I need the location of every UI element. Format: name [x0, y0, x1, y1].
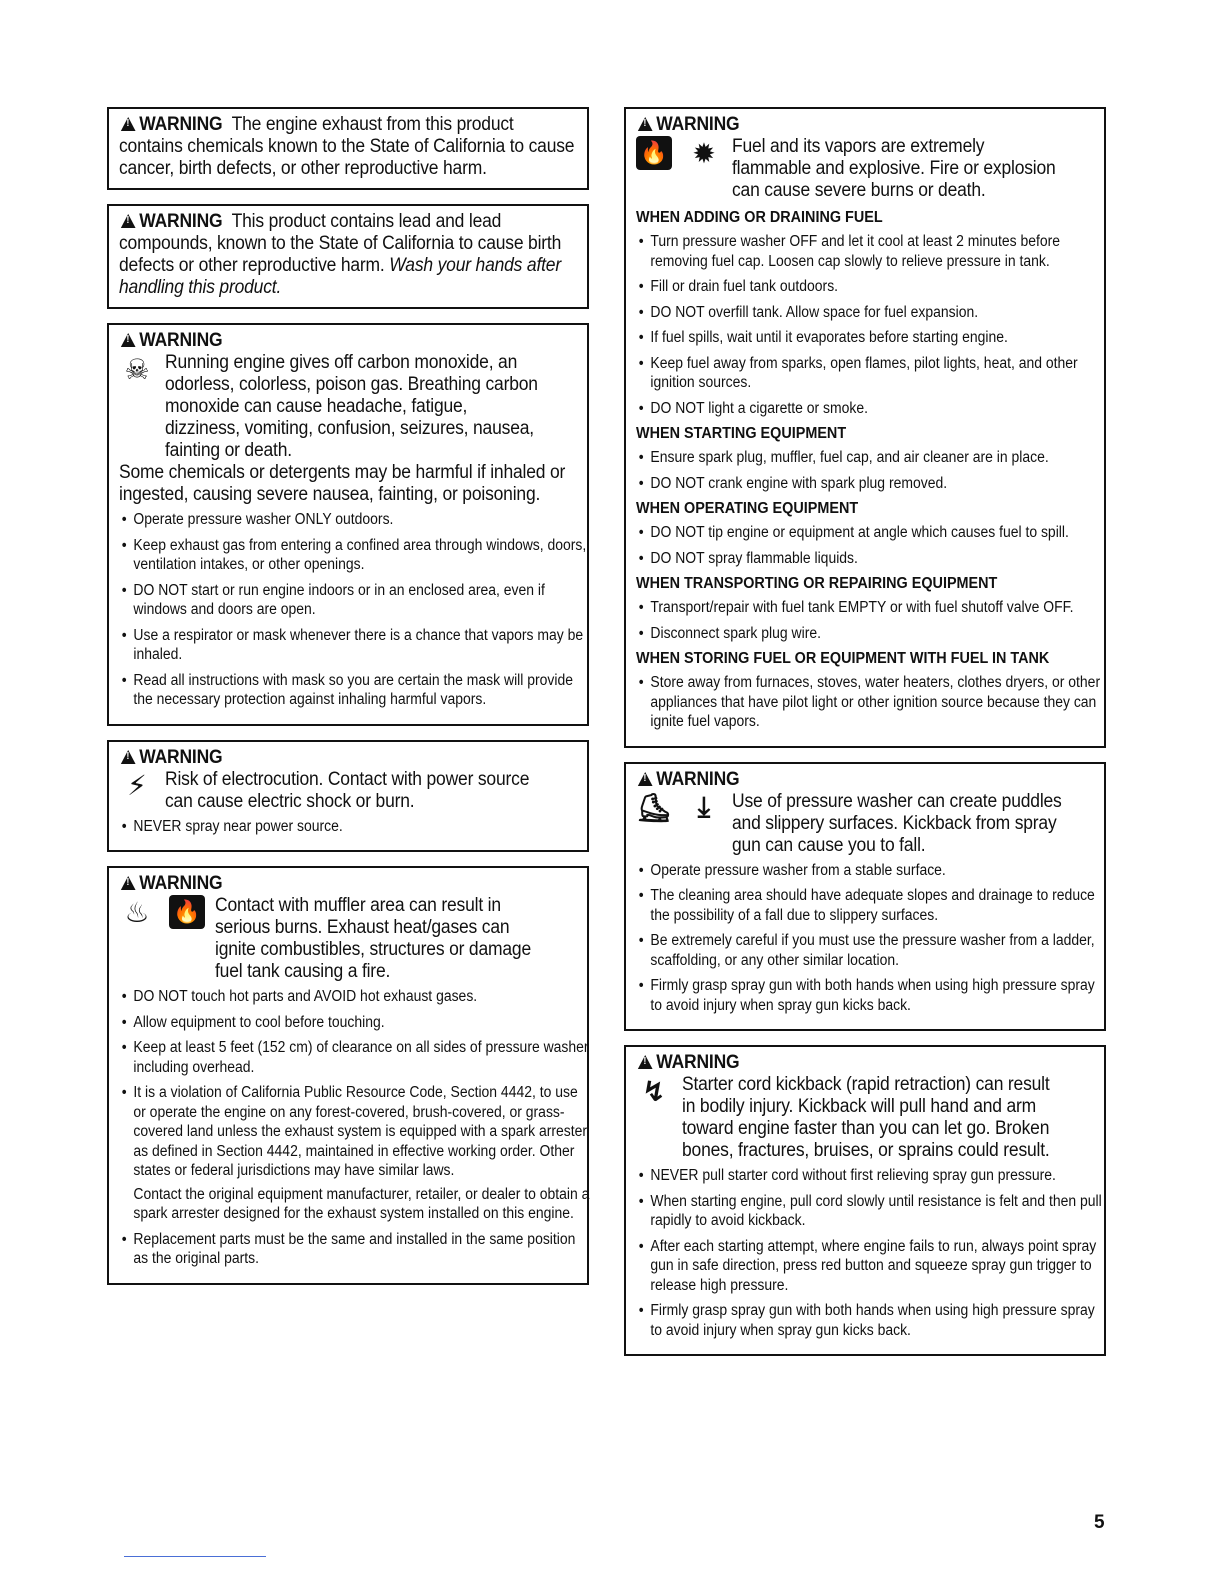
bullet-list: [636, 673, 1101, 732]
bullet-list: [636, 861, 1096, 1016]
hot-surface-icon: ♨: [119, 895, 155, 929]
list-item: • Transport/repair with fuel tank EMPTY or with fuel shutoff valve OFF.: [636, 598, 1110, 618]
warning-triangle-icon: [121, 214, 136, 228]
list-item: • Read all instructions with mask so you are certain the mask will provide the necessary protection against inhaling harmful vapors.: [119, 671, 593, 710]
list-item: • Keep at least 5 feet (152 cm) of clearance on all sides of pressure washer including overhead.: [119, 1038, 593, 1077]
bullet-list: [636, 448, 1096, 493]
footer-link-line: [124, 1556, 266, 1557]
bullet-list: [636, 598, 1096, 643]
warning-triangle-icon: [121, 750, 136, 764]
list-item: • Use a respirator or mask whenever there is a chance that vapors may be inhaled.: [119, 626, 593, 665]
toxic-gas-icon: ☠: [119, 352, 155, 386]
warning-label: WARNING: [139, 746, 223, 768]
warning-text: !WARNING This product contains lead and lead compounds, known to the State of California to cause birth defects or other reproductive harm. Wash your hands after handling this product.: [119, 211, 576, 299]
warning-box-fuel: [624, 107, 1106, 748]
list-item: • NEVER pull starter cord without first relieving spray gun pressure.: [636, 1166, 1110, 1186]
list-item: • DO NOT overfill tank. Allow space for fuel expansion.: [636, 303, 1110, 323]
explosion-icon: ✹: [686, 136, 722, 170]
wash-hands-note: Wash your hands after handling this product.: [119, 255, 561, 298]
list-item: • DO NOT light a cigarette or smoke.: [636, 399, 1110, 419]
warning-label: WARNING: [139, 114, 223, 135]
list-item: • When starting engine, pull cord slowly until resistance is felt and then pull rapidly to avoid kickback.: [636, 1192, 1110, 1231]
list-item: • Turn pressure washer OFF and let it cool at least 2 minutes before removing fuel cap. Loosen cap slowly to relieve pressure in tank.: [636, 232, 1110, 271]
warning-triangle-icon: [638, 117, 653, 131]
list-item: • Keep fuel away from sparks, open flames, pilot lights, heat, and other ignition sources.: [636, 354, 1110, 393]
list-item: • Operate pressure washer from a stable surface.: [636, 861, 1110, 881]
warning-triangle-icon: [121, 876, 136, 890]
warning-box-electrocution: [107, 740, 589, 853]
bullet-list: [636, 232, 1096, 418]
list-item: • Disconnect spark plug wire.: [636, 624, 1110, 644]
warning-text: Running engine gives off carbon monoxide, an odorless, colorless, poison gas. Breathing carbon monoxide can cause headache, fatigue, dizziness, vomiting, confusion, seizures, nausea, fainting or death.: [165, 352, 538, 461]
list-item: • Firmly grasp spray gun with both hands when using high pressure spray to avoid injury when spray gun kicks back.: [636, 976, 1110, 1015]
bullet-list: [636, 1166, 1102, 1340]
section-heading: WHEN TRANSPORTING OR REPAIRING EQUIPMENT: [636, 575, 998, 592]
section-heading: WHEN ADDING OR DRAINING FUEL: [636, 209, 883, 226]
list-item: • DO NOT spray flammable liquids.: [636, 549, 1110, 569]
warning-text: Risk of electrocution. Contact with power source can cause electric shock or burn.: [165, 768, 530, 812]
kickback-icon: ↯: [636, 1074, 672, 1108]
electric-shock-icon: ⚡: [119, 769, 155, 803]
fire-icon: 🔥: [636, 136, 672, 170]
warning-text: Use of pressure washer can create puddles and slippery surfaces. Kickback from spray gun can cause you to fall.: [732, 790, 1062, 856]
warning-triangle-icon: [638, 772, 653, 786]
list-item: • Operate pressure washer ONLY outdoors.: [119, 510, 593, 530]
list-item: • DO NOT crank engine with spark plug removed.: [636, 474, 1110, 494]
spark-arrester-note: Contact the original equipment manufacturer, retailer, or dealer to obtain a spark arrester designed for the exhaust system installed on this engine.: [133, 1185, 590, 1222]
section-heading: WHEN STORING FUEL OR EQUIPMENT WITH FUEL IN TANK: [636, 650, 1050, 667]
list-item: • If fuel spills, wait until it evaporates before starting engine.: [636, 328, 1110, 348]
fall-hazard-icon: ⤓: [686, 791, 722, 825]
list-item: • DO NOT tip engine or equipment at angle which causes fuel to spill.: [636, 523, 1110, 543]
warning-text: Fuel and its vapors are extremely flammable and explosive. Fire or explosion can cause severe burns or death.: [732, 136, 1056, 201]
right-column: [624, 107, 1106, 1370]
bullet-list: [636, 523, 1096, 568]
bullet-list: [119, 987, 591, 1181]
warning-text: Starter cord kickback (rapid retraction) can result in bodily injury. Kickback will pull hand and arm toward engine faster than you can let go. Broken bones, fractures, bruises, or sprains could result.: [682, 1074, 1050, 1161]
bullet-list: [119, 510, 587, 710]
list-item: • Allow equipment to cool before touching.: [119, 1013, 593, 1033]
list-item: • Replacement parts must be the same and installed in the same position as the original parts.: [119, 1230, 593, 1269]
list-item: • DO NOT touch hot parts and AVOID hot exhaust gases.: [119, 987, 593, 1007]
warning-box-exhaust-chemicals: [107, 107, 589, 190]
warning-box-muffler-burns: [107, 866, 589, 1285]
list-item: • NEVER spray near power source.: [119, 817, 593, 837]
warning-label: WARNING: [139, 211, 223, 232]
slip-hazard-icon: ⛸: [636, 792, 672, 823]
chemicals-text: Some chemicals or detergents may be harmful if inhaled or ingested, causing severe nausea, fainting, or poisoning.: [119, 462, 566, 505]
list-item: • Keep exhaust gas from entering a confined area through windows, doors, ventilation intakes, or other openings.: [119, 536, 593, 575]
section-heading: WHEN STARTING EQUIPMENT: [636, 425, 847, 442]
bullet-list: [119, 1230, 579, 1269]
list-item: • DO NOT start or run engine indoors or in an enclosed area, even if windows and doors are open.: [119, 581, 593, 620]
warning-triangle-icon: [121, 117, 136, 131]
page-number: 5: [1094, 1512, 1105, 1533]
warning-box-slippery-surfaces: [624, 762, 1106, 1032]
warning-text: Contact with muffler area can result in serious burns. Exhaust heat/gases can ignite combustibles, structures or damage fuel tank causing a fire.: [215, 895, 531, 982]
list-item: • The cleaning area should have adequate slopes and drainage to reduce the possibility of a fall due to slippery surfaces.: [636, 886, 1110, 925]
warning-triangle-icon: [638, 1055, 653, 1069]
list-item: • Ensure spark plug, muffler, fuel cap, and air cleaner are in place.: [636, 448, 1110, 468]
warning-label: WARNING: [656, 114, 740, 135]
list-item: • Firmly grasp spray gun with both hands when using high pressure spray to avoid injury when spray gun kicks back.: [636, 1301, 1110, 1340]
list-item: • Store away from furnaces, stoves, water heaters, clothes dryers, or other appliances that have pilot light or other ignition source because they can ignite fuel vapors.: [636, 673, 1110, 732]
warning-label: WARNING: [139, 873, 223, 894]
warning-box-carbon-monoxide: [107, 323, 589, 726]
list-item: • Be extremely careful if you must use the pressure washer from a ladder, scaffolding, or any other similar location.: [636, 931, 1110, 970]
warning-text: !WARNING The engine exhaust from this product contains chemicals known to the State of California to cause cancer, birth defects, or other reproductive harm.: [119, 114, 576, 180]
list-item: • Fill or drain fuel tank outdoors.: [636, 277, 1110, 297]
left-column: [107, 107, 589, 1299]
warning-triangle-icon: [121, 333, 136, 347]
list-item: • After each starting attempt, where engine fails to run, always point spray gun in safe direction, press red button and squeeze spray gun trigger to release high pressure.: [636, 1237, 1110, 1296]
warning-label: WARNING: [656, 1052, 740, 1073]
warning-label: WARNING: [656, 768, 740, 790]
warning-label: WARNING: [139, 330, 223, 351]
warning-box-starter-kickback: [624, 1045, 1106, 1356]
section-heading: WHEN OPERATING EQUIPMENT: [636, 500, 859, 517]
bullet-list: [119, 817, 579, 837]
fire-icon: 🔥: [169, 895, 205, 929]
warning-box-lead: [107, 204, 589, 309]
list-item: • It is a violation of California Public Resource Code, Section 4442, to use or operate the engine on any forest-covered, brush-covered, or grass-covered land unless the exhaust system is equipped with a spark arrester, as defined in Section 4442, maintained in effective working order. Other states or federal jurisdictions may have similar laws.: [119, 1083, 593, 1181]
